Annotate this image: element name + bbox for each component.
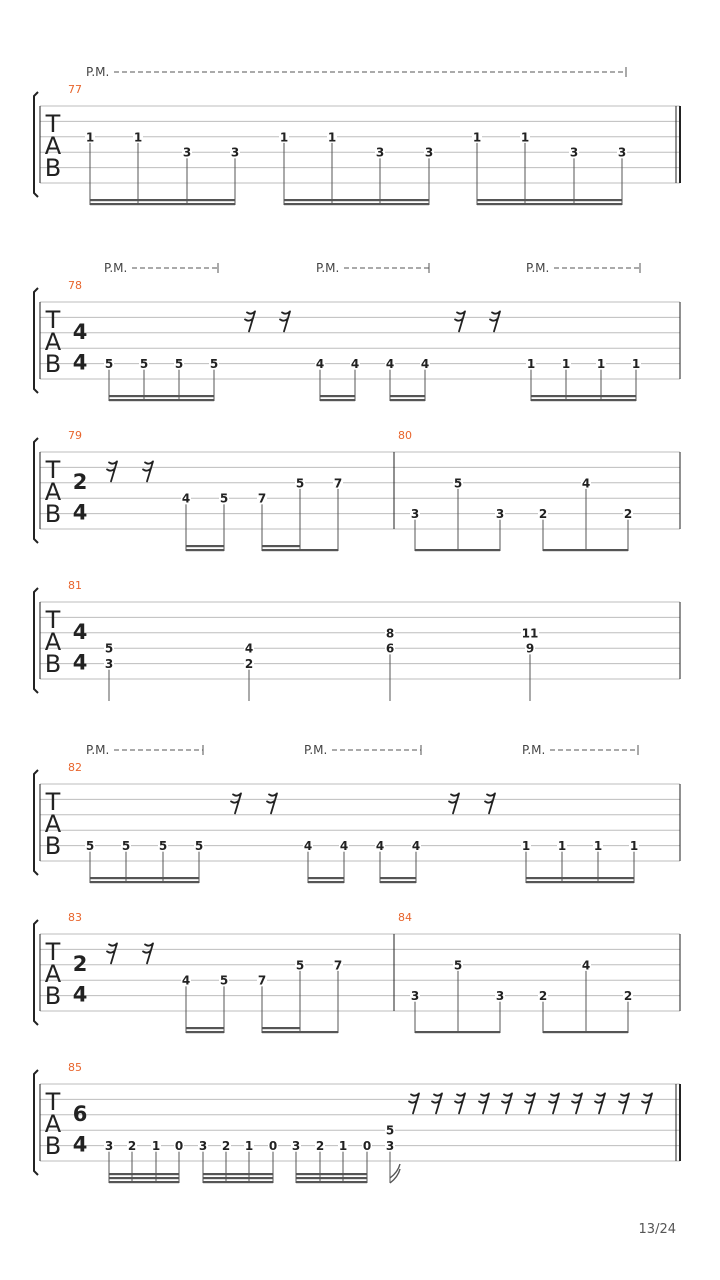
fret-number: 4 [350, 357, 360, 372]
beam [390, 395, 425, 397]
beam [308, 881, 344, 883]
fret-number: 3 [385, 1139, 395, 1154]
beam [380, 877, 416, 879]
fret-number: 5 [104, 641, 114, 656]
sixteenth-rest [455, 1093, 465, 1113]
time-signature-top: 4 [72, 319, 88, 344]
fret-number: 2 [127, 1139, 137, 1154]
measure-number: 82 [68, 761, 82, 774]
fret-number: 3 [424, 145, 434, 160]
measure-number: 81 [68, 579, 82, 592]
fret-number: 4 [244, 641, 254, 656]
fret-number: 5 [295, 958, 305, 973]
fret-number: 3 [569, 145, 579, 160]
tab-clef-letter: B [44, 350, 62, 378]
tab-clef-letter: A [44, 960, 62, 988]
sixteenth-rest [280, 311, 290, 331]
fret-number: 2 [538, 989, 548, 1004]
sixteenth-rest [143, 943, 153, 963]
fret-number: 4 [315, 357, 325, 372]
fret-number: 9 [525, 641, 535, 656]
fret-number: 5 [385, 1123, 395, 1138]
beam [203, 1177, 273, 1179]
beam [526, 877, 634, 879]
measure-number: 80 [398, 429, 412, 442]
beam [296, 1181, 367, 1183]
palm-mute-label: P.M. [522, 743, 546, 757]
beam [477, 199, 622, 201]
beam [320, 399, 355, 401]
fret-number: 11 [521, 626, 539, 641]
fret-number: 0 [362, 1139, 372, 1154]
fret-number: 5 [104, 357, 114, 372]
fret-number: 3 [410, 507, 420, 522]
fret-number: 3 [617, 145, 627, 160]
sixteenth-rest [455, 311, 465, 331]
fret-number: 5 [139, 357, 149, 372]
fret-number: 3 [182, 145, 192, 160]
measure-number: 83 [68, 911, 82, 924]
tab-clef-letter: A [44, 810, 62, 838]
fret-number: 7 [333, 476, 343, 491]
fret-number: 7 [257, 491, 267, 506]
sixteenth-rest [449, 793, 459, 813]
sixteenth-rest [231, 793, 241, 813]
fret-number: 1 [151, 1139, 161, 1154]
sixteenth-rest [502, 1093, 512, 1113]
beam [531, 399, 636, 401]
beam [262, 1031, 300, 1033]
system-bracket [34, 1070, 38, 1175]
sixteenth-rest [595, 1093, 605, 1113]
sixteenth-rest [572, 1093, 582, 1113]
beam [262, 1027, 300, 1029]
measure-number: 85 [68, 1061, 82, 1074]
fret-number: 4 [181, 491, 191, 506]
beam [531, 395, 636, 397]
fret-number: 8 [385, 626, 395, 641]
fret-number: 5 [121, 839, 131, 854]
tab-clef-letter: B [44, 650, 62, 678]
beam [90, 199, 235, 201]
tab-clef-letter: T [45, 110, 61, 138]
beam [308, 877, 344, 879]
fret-number: 1 [85, 130, 95, 145]
measure-number: 78 [68, 279, 82, 292]
sixteenth-rest [409, 1093, 419, 1113]
time-signature-bottom: 4 [72, 500, 88, 525]
fret-number: 3 [495, 507, 505, 522]
measure-number: 84 [398, 911, 412, 924]
fret-number: 5 [194, 839, 204, 854]
palm-mute-label: P.M. [526, 261, 550, 275]
beam [109, 1177, 179, 1179]
beam [109, 399, 214, 401]
beam [90, 877, 199, 879]
system-bracket [34, 770, 38, 875]
tab-clef-letter: T [45, 938, 61, 966]
system-bracket [34, 92, 38, 197]
fret-number: 1 [133, 130, 143, 145]
sixteenth-rest [267, 793, 277, 813]
fret-number: 3 [198, 1139, 208, 1154]
fret-number: 3 [104, 657, 114, 672]
fret-number: 3 [410, 989, 420, 1004]
fret-number: 5 [453, 958, 463, 973]
beam [186, 1027, 224, 1029]
palm-mute-label: P.M. [86, 65, 110, 79]
beam [320, 395, 355, 397]
tab-clef-letter: T [45, 456, 61, 484]
fret-number: 1 [526, 357, 536, 372]
fret-number: 4 [339, 839, 349, 854]
sixteenth-rest [642, 1093, 652, 1113]
fret-number: 1 [472, 130, 482, 145]
fret-number: 4 [411, 839, 421, 854]
beam [415, 549, 500, 551]
fret-number: 3 [375, 145, 385, 160]
beam [415, 1031, 500, 1033]
fret-number: 1 [244, 1139, 254, 1154]
fret-number: 3 [291, 1139, 301, 1154]
beam [296, 1177, 367, 1179]
system-bracket [34, 288, 38, 393]
fret-number: 1 [338, 1139, 348, 1154]
sixteenth-rest [107, 943, 117, 963]
tab-clef-letter: T [45, 306, 61, 334]
tab-clef-letter: A [44, 478, 62, 506]
page-number: 13/24 [638, 1222, 676, 1237]
tab-clef-letter: B [44, 154, 62, 182]
time-signature-bottom: 4 [72, 982, 88, 1007]
note-flag [390, 1164, 400, 1183]
palm-mute-label: P.M. [86, 743, 110, 757]
fret-number: 5 [158, 839, 168, 854]
sixteenth-rest [107, 461, 117, 481]
beam [300, 549, 338, 551]
tab-clef-letter: A [44, 132, 62, 160]
fret-number: 3 [495, 989, 505, 1004]
beam [300, 1031, 338, 1033]
fret-number: 1 [561, 357, 571, 372]
tab-clef-letter: A [44, 328, 62, 356]
fret-number: 4 [581, 476, 591, 491]
sixteenth-rest [485, 793, 495, 813]
fret-number: 6 [385, 641, 395, 656]
beam [109, 1173, 179, 1175]
palm-mute-label: P.M. [316, 261, 340, 275]
fret-number: 1 [520, 130, 530, 145]
time-signature-top: 4 [72, 619, 88, 644]
system-bracket [34, 438, 38, 543]
fret-number: 4 [420, 357, 430, 372]
sixteenth-rest [245, 311, 255, 331]
fret-number: 4 [303, 839, 313, 854]
system-bracket [34, 588, 38, 693]
fret-number: 0 [268, 1139, 278, 1154]
tab-clef-letter: A [44, 628, 62, 656]
sixteenth-rest [525, 1093, 535, 1113]
palm-mute-label: P.M. [304, 743, 328, 757]
fret-number: 2 [623, 507, 633, 522]
time-signature-top: 2 [72, 951, 88, 976]
system-bracket [34, 920, 38, 1025]
measure-number: 79 [68, 429, 82, 442]
beam [296, 1173, 367, 1175]
fret-number: 2 [623, 989, 633, 1004]
fret-number: 5 [85, 839, 95, 854]
fret-number: 2 [315, 1139, 325, 1154]
beam [284, 203, 429, 205]
beam [390, 399, 425, 401]
fret-number: 3 [104, 1139, 114, 1154]
tab-clef-letter: B [44, 982, 62, 1010]
sixteenth-rest [490, 311, 500, 331]
time-signature-bottom: 4 [72, 1132, 88, 1157]
tab-clef-letter: T [45, 788, 61, 816]
beam [109, 395, 214, 397]
beam [543, 1031, 628, 1033]
beam [186, 549, 224, 551]
fret-number: 1 [521, 839, 531, 854]
beam [186, 1031, 224, 1033]
measure-number: 77 [68, 83, 82, 96]
fret-number: 4 [375, 839, 385, 854]
time-signature-bottom: 4 [72, 350, 88, 375]
beam [526, 881, 634, 883]
beam [477, 203, 622, 205]
beam [109, 1181, 179, 1183]
time-signature-bottom: 4 [72, 650, 88, 675]
sixteenth-rest [432, 1093, 442, 1113]
fret-number: 7 [257, 973, 267, 988]
beam [262, 549, 300, 551]
fret-number: 2 [538, 507, 548, 522]
beam [543, 549, 628, 551]
fret-number: 4 [385, 357, 395, 372]
time-signature-top: 6 [72, 1101, 88, 1126]
fret-number: 1 [327, 130, 337, 145]
beam [203, 1181, 273, 1183]
beam [90, 203, 235, 205]
sixteenth-rest [479, 1093, 489, 1113]
fret-number: 2 [221, 1139, 231, 1154]
beam [90, 881, 199, 883]
tab-clef-letter: A [44, 1110, 62, 1138]
fret-number: 2 [244, 657, 254, 672]
beam [186, 545, 224, 547]
fret-number: 5 [209, 357, 219, 372]
beam [380, 881, 416, 883]
beam [284, 199, 429, 201]
time-signature-top: 2 [72, 469, 88, 494]
sixteenth-rest [619, 1093, 629, 1113]
palm-mute-label: P.M. [104, 261, 128, 275]
fret-number: 1 [593, 839, 603, 854]
beam [203, 1173, 273, 1175]
fret-number: 1 [557, 839, 567, 854]
fret-number: 5 [453, 476, 463, 491]
fret-number: 0 [174, 1139, 184, 1154]
fret-number: 1 [629, 839, 639, 854]
tab-clef-letter: B [44, 1132, 62, 1160]
fret-number: 5 [219, 491, 229, 506]
fret-number: 1 [279, 130, 289, 145]
fret-number: 5 [174, 357, 184, 372]
fret-number: 4 [181, 973, 191, 988]
tab-clef-letter: T [45, 606, 61, 634]
fret-number: 1 [631, 357, 641, 372]
fret-number: 4 [581, 958, 591, 973]
beam [262, 545, 300, 547]
tab-clef-letter: B [44, 832, 62, 860]
fret-number: 7 [333, 958, 343, 973]
fret-number: 3 [230, 145, 240, 160]
fret-number: 1 [596, 357, 606, 372]
fret-number: 5 [295, 476, 305, 491]
tab-clef-letter: B [44, 500, 62, 528]
sixteenth-rest [143, 461, 153, 481]
fret-number: 5 [219, 973, 229, 988]
sixteenth-rest [549, 1093, 559, 1113]
tab-clef-letter: T [45, 1088, 61, 1116]
